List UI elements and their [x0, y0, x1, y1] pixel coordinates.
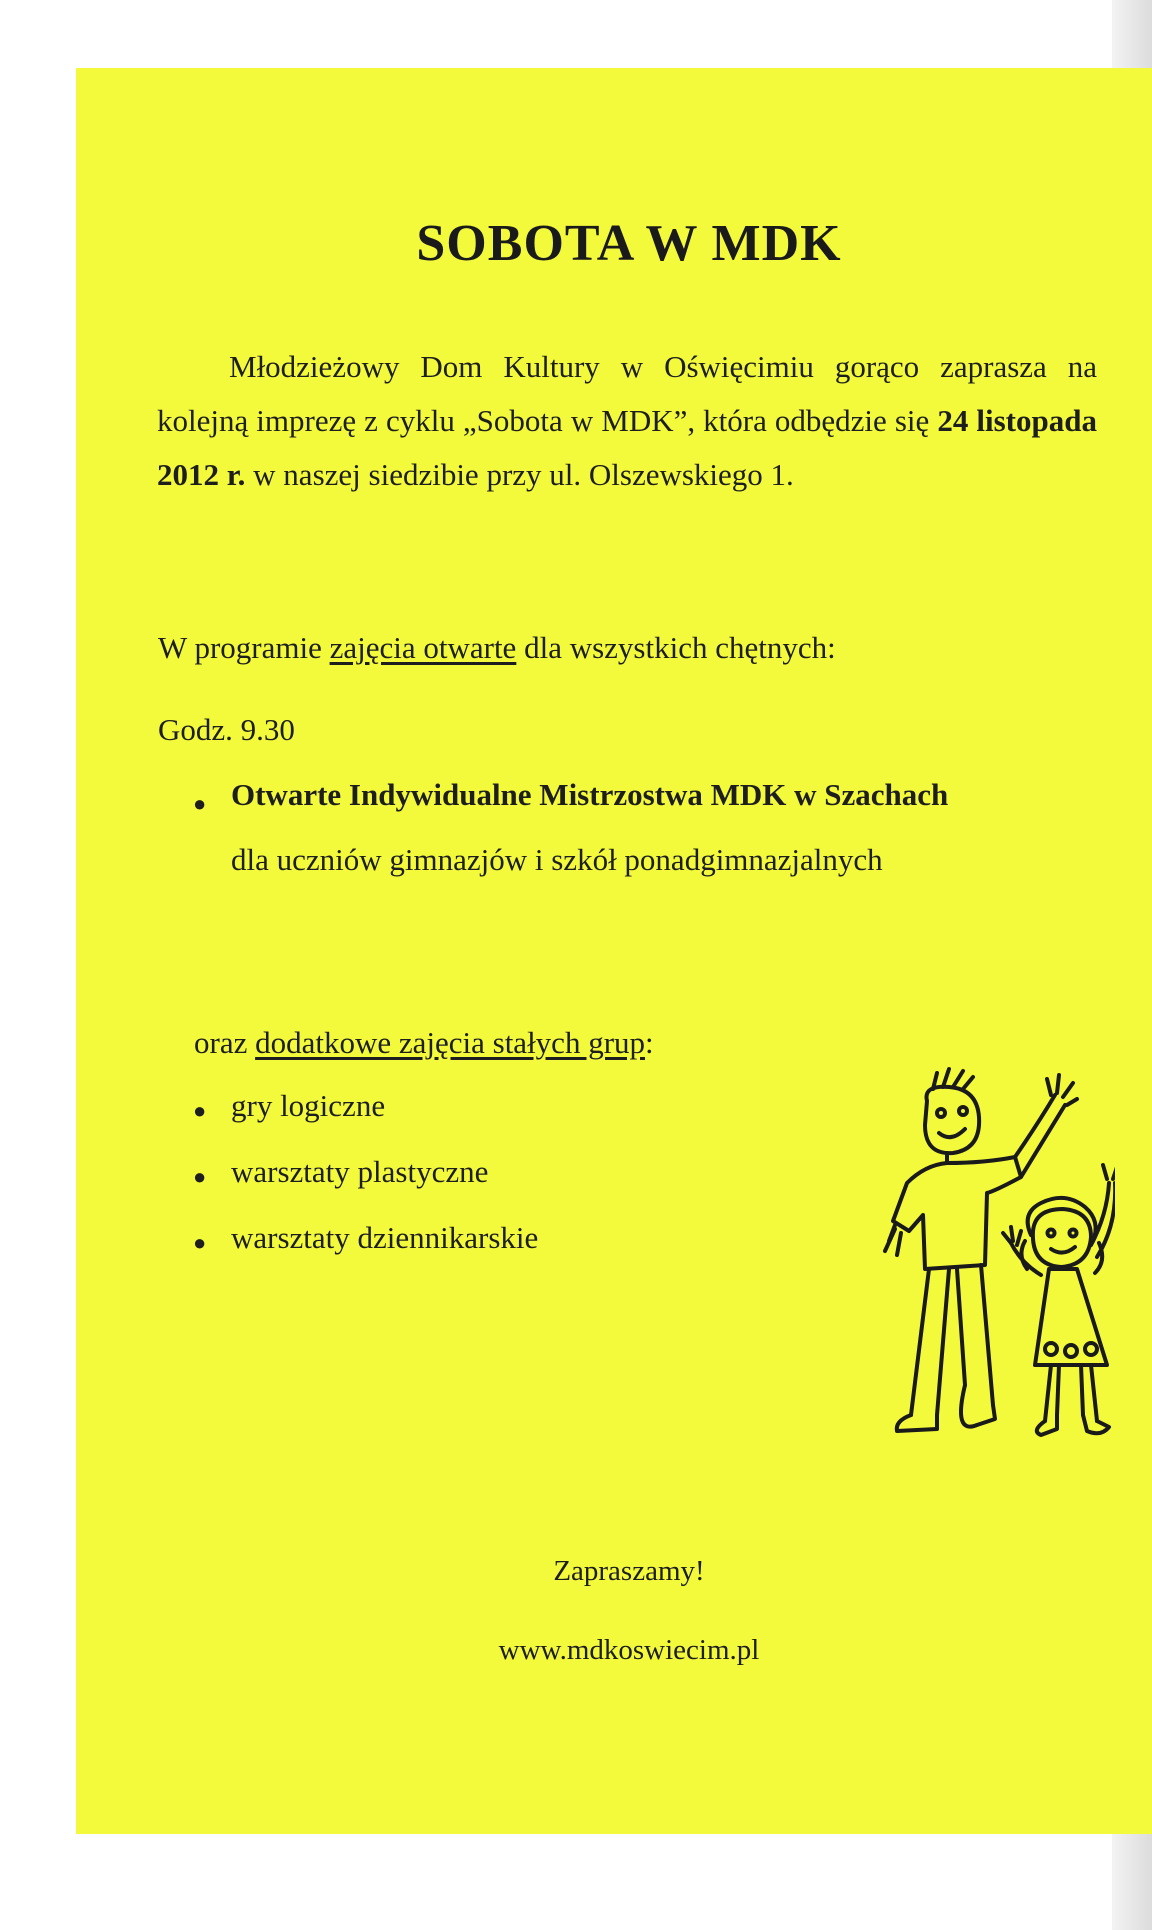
program-underlined: zajęcia otwarte [329, 630, 517, 665]
poster-title: SOBOTA W MDK [416, 215, 842, 272]
bullet-icon: ● [193, 1164, 207, 1189]
program-prefix: W programie [158, 630, 330, 665]
extra-prefix: oraz [194, 1025, 256, 1060]
program-suffix: dla wszystkich chętnych: [516, 630, 836, 665]
extra-activities-line [194, 1025, 654, 1061]
program-line [158, 630, 836, 666]
intro-text-1: Młodzieżowy Dom Kultury w Oświęcimiu gorąco zaprasza na kolejną imprezę z cyklu „Sobota w MDK”, która odbędzie się [157, 349, 1097, 438]
bullet-icon: ● [193, 791, 207, 816]
main-event-title: Otwarte Indywidualne Mistrzostwa MDK w Szachach [231, 777, 949, 812]
child-drawing-two-figures-icon [845, 1065, 1115, 1455]
intro-paragraph [157, 340, 1097, 502]
event-date: 24 listopada 2012 r. [157, 403, 1097, 492]
event-hour: Godz. 9.30 [158, 712, 295, 747]
intro-text-2: w naszej siedzibie przy ul. Olszewskiego 1. [245, 457, 794, 492]
bullet-icon: ● [193, 1098, 207, 1123]
extra-suffix: : [645, 1025, 654, 1060]
website-url: www.mdkoswiecim.pl [498, 1634, 760, 1666]
bullet-icon: ● [193, 1230, 207, 1255]
closing-text: Zapraszamy! [553, 1555, 705, 1587]
extra-underlined: dodatkowe zajęcia stałych grup [255, 1025, 646, 1060]
main-event-subtitle: dla uczniów gimnazjów i szkół ponadgimnazjalnych [231, 842, 883, 877]
